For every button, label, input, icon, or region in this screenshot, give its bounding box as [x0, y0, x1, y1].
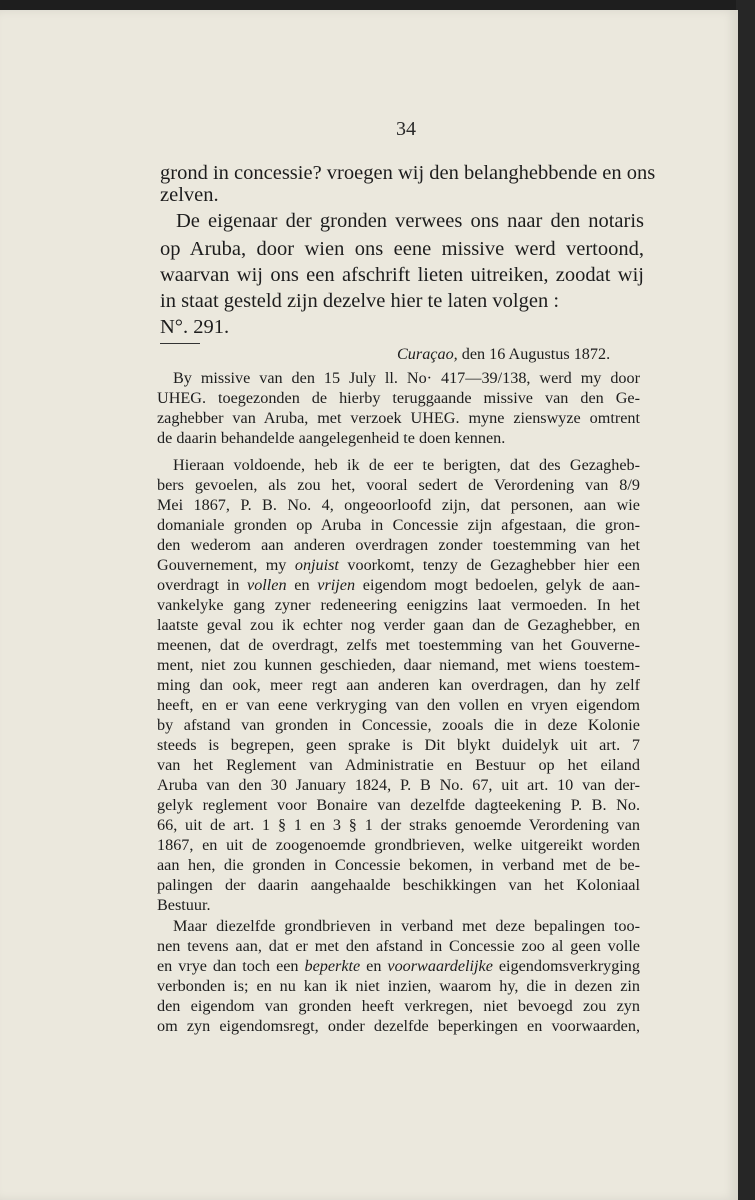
letter-line: By missive van den 15 July ll. No· 417—39/138, werd my door — [173, 369, 640, 387]
intro-line: zelven. — [160, 184, 219, 206]
letter-line: overdragt in vollen en vrijen eigendom mogt bedoelen, gelyk de aan- — [157, 576, 640, 594]
letter-line: Hieraan voldoende, heb ik de eer te berigten, dat des Gezagheb- — [173, 456, 640, 474]
letter-line: Mei 1867, P. B. No. 4, ongeoorloofd zijn, dat personen, aan wie — [157, 496, 640, 514]
letter-line: Bestuur. — [157, 896, 211, 914]
letter-line: gelyk reglement voor Bonaire van dezelfde dagteekening P. B. No. — [157, 796, 640, 814]
letter-line: Maar diezelfde grondbrieven in verband met deze bepalingen too- — [173, 917, 640, 935]
dateline-place: Curaçao, — [397, 345, 458, 363]
intro-line: in staat gesteld zijn dezelve hier te laten volgen : — [160, 290, 560, 312]
letter-line: van het Reglement van Administratie en Bestuur op het eiland — [157, 756, 640, 774]
letter-line: de daarin behandelde aangelegenheid te doen kennen. — [157, 429, 506, 447]
letter-line: steeds is begrepen, geen sprake is Dit blykt duidelyk uit art. 7 — [157, 736, 640, 754]
intro-line: waarvan wij ons een afschrift lieten uitreiken, zoodat wij — [160, 264, 644, 286]
letter-line: Aruba van den 30 January 1824, P. B No. 67, uit art. 10 van der- — [157, 776, 640, 794]
letter-line: 66, uit de art. 1 § 1 en 3 § 1 der straks genoemde Verordening van — [157, 816, 640, 834]
intro-line: op Aruba, door wien ons eene missive werd vertoond, — [160, 238, 644, 260]
document-number: N°. 291. — [160, 316, 230, 338]
letter-line: ming dan ook, meer regt aan anderen kan overdragen, dan hy zelf — [157, 676, 640, 694]
letter-line: aan hen, die gronden in Concessie bekomen, in verband met de be- — [157, 856, 640, 874]
letter-line: zaghebber van Aruba, met verzoek UHEG. myne zienswyze omtrent — [157, 409, 640, 427]
letter-line: laatste geval zou ik echter nog verder gaan dan de Gezaghebber, en — [157, 616, 640, 634]
dateline-date: den 16 Augustus 1872. — [461, 345, 611, 363]
page-number: 34 — [396, 118, 416, 140]
letter-line: den wederom aan anderen overdragen zonder toestemming van het — [157, 536, 640, 554]
letter-line: den eigendom van gronden heeft verkregen, niet bevoegd zou zyn — [157, 997, 640, 1015]
letter-line: verbonden is; en nu kan ik niet inzien, waarom hy, die in dezen zin — [157, 977, 640, 995]
separator-rule — [160, 343, 200, 344]
letter-line: vankelyke gang zyner redeneering eenigzins laat vermoeden. In het — [157, 596, 640, 614]
letter-line: heeft, en er van eene verkryging van den vollen en vryen eigendom — [157, 696, 640, 714]
dateline — [397, 346, 610, 362]
scan-border-right — [736, 0, 755, 1200]
letter-line: nen tevens aan, dat er met den afstand in Concessie zoo al geen volle — [157, 937, 640, 955]
intro-line: grond in concessie? vroegen wij den belanghebbende en ons — [160, 162, 656, 184]
letter-line: en vrye dan toch een beperkte en voorwaardelijke eigendomsverkryging — [157, 957, 640, 975]
intro-line: De eigenaar der gronden verwees ons naar den notaris — [176, 210, 644, 232]
letter-line: meenen, dat de overdragt, zelfs met toestemming van het Gouverne- — [157, 636, 640, 654]
letter-line: domaniale gronden op Aruba in Concessie zijn afgestaan, die gron- — [157, 516, 640, 534]
letter-line: om zyn eigendomsregt, onder dezelfde beperkingen en voorwaarden, — [157, 1017, 640, 1035]
letter-line: bers gevoelen, als zou het, vooral sedert de Verordening van 8/9 — [157, 476, 640, 494]
letter-line: Gouvernement, my onjuist voorkomt, tenzy de Gezaghebber hier een — [157, 556, 640, 574]
letter-line: by afstand van gronden in Concessie, zooals die in deze Kolonie — [157, 716, 640, 734]
letter-line: 1867, en uit de zoogenoemde grondbrieven, welke uitgereikt worden — [157, 836, 640, 854]
letter-line: palingen der daarin aangehaalde beschikkingen van het Koloniaal — [157, 876, 640, 894]
letter-line: UHEG. toegezonden de hierby teruggaande missive van den Ge- — [157, 389, 640, 407]
letter-line: ment, niet zou kunnen geschieden, daar niemand, met wiens toestem- — [157, 656, 640, 674]
